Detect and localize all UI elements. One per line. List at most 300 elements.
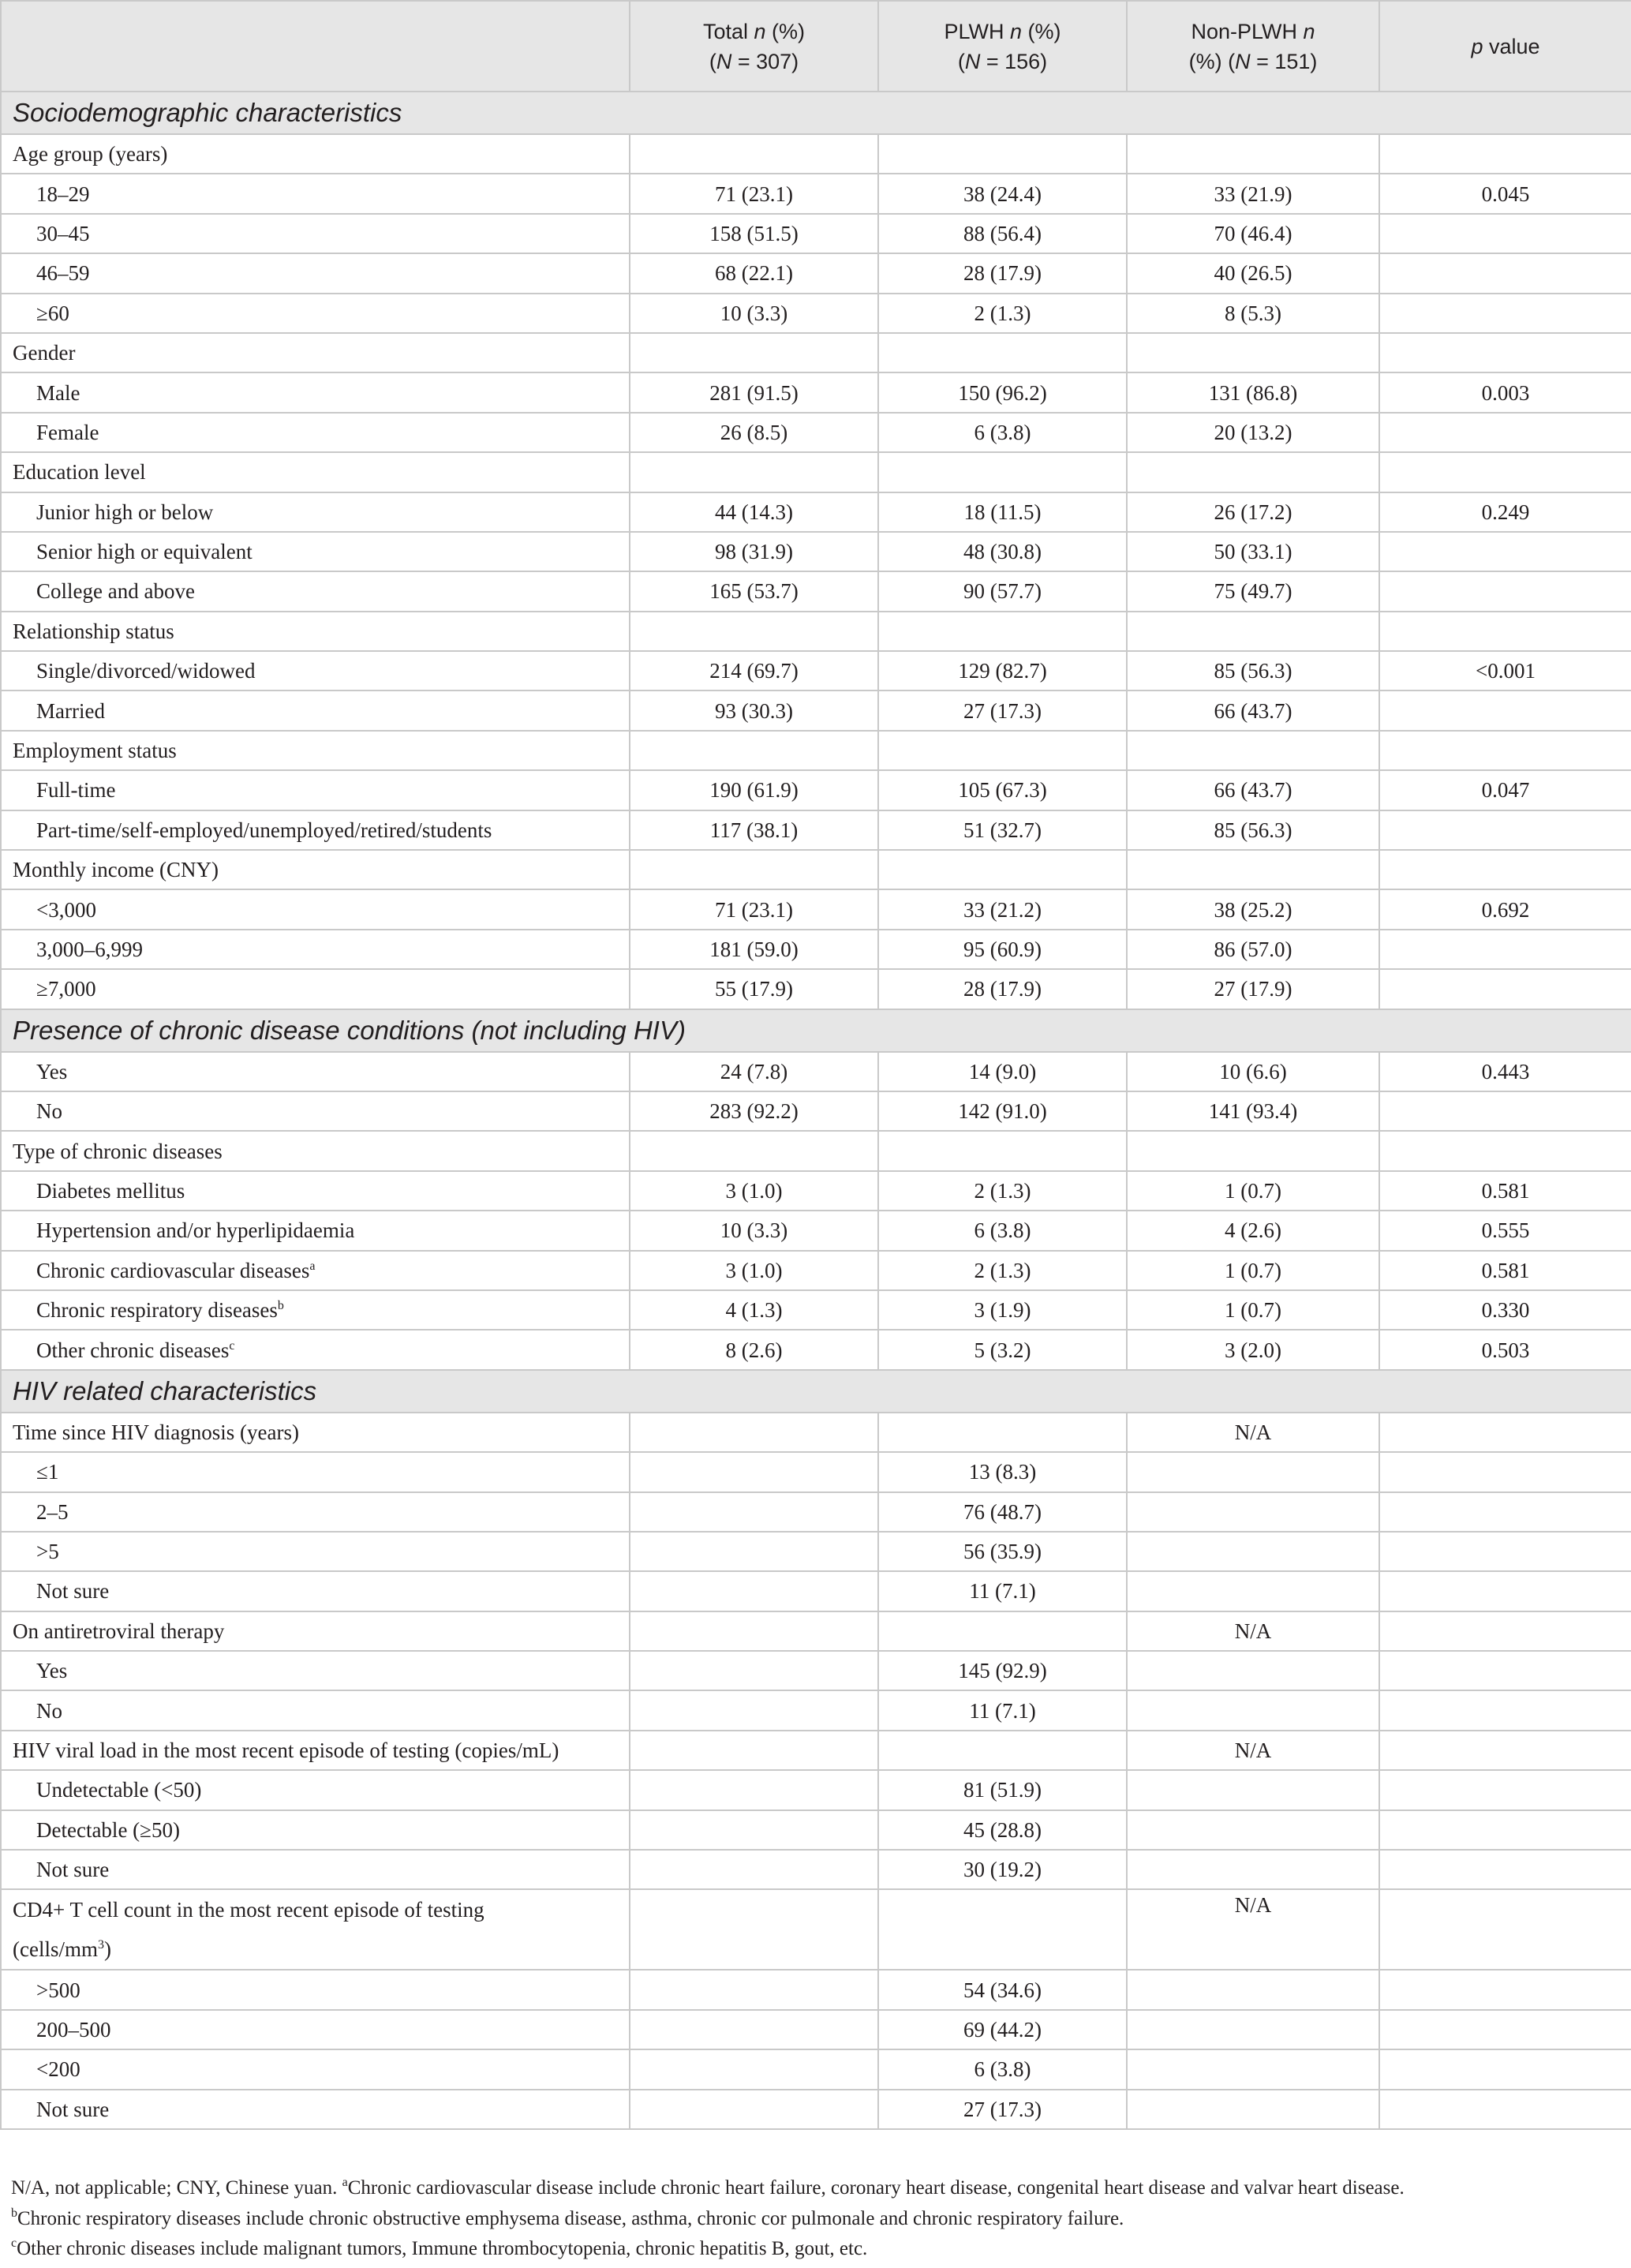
p-value-cell: 0.045: [1379, 174, 1631, 213]
row-label: [1, 731, 630, 770]
row-label: [1, 1770, 630, 1810]
text-fragment: Education level: [13, 460, 146, 485]
total-cell: 158 (51.5): [630, 214, 878, 253]
group-row: [1, 1413, 1631, 1452]
total-cell: 117 (38.1): [630, 810, 878, 850]
total-cell: 24 (7.8): [630, 1052, 878, 1091]
non-plwh-cell: [1127, 731, 1379, 770]
non-plwh-cell: [1127, 2090, 1379, 2129]
row-label: [1, 810, 630, 850]
text-fragment: (%): [765, 19, 806, 43]
total-cell: 10 (3.3): [630, 1211, 878, 1250]
plwh-cell: 28 (17.9): [878, 969, 1127, 1009]
non-plwh-cell: 86 (57.0): [1127, 930, 1379, 969]
non-plwh-cell: 33 (21.9): [1127, 174, 1379, 213]
total-cell: [630, 2010, 878, 2049]
group-row: [1, 1889, 1631, 1970]
row-label: [1, 1571, 630, 1611]
text-fragment: PLWH: [944, 19, 1010, 43]
non-plwh-cell: 85 (56.3): [1127, 810, 1379, 850]
text-fragment: N: [1235, 49, 1251, 73]
text-fragment: Other chronic diseases: [36, 1338, 230, 1362]
text-fragment: Not sure: [36, 2097, 110, 2121]
row-label: [1, 1731, 630, 1770]
text-fragment: n: [754, 19, 766, 43]
p-value-cell: 0.443: [1379, 1052, 1631, 1091]
non-plwh-cell: 85 (56.3): [1127, 651, 1379, 691]
plwh-cell: 54 (34.6): [878, 1970, 1127, 2009]
non-plwh-cell: N/A: [1127, 1611, 1379, 1651]
row-label: [1, 1651, 630, 1690]
text-fragment: Single/divorced/widowed: [36, 659, 256, 683]
text-fragment: Part-time/self-employed/unemployed/retired/students: [36, 818, 492, 842]
row-label: [1, 1052, 630, 1091]
row-label: [1, 1211, 630, 1250]
non-plwh-cell: 70 (46.4): [1127, 214, 1379, 253]
p-value-cell: [1379, 1452, 1631, 1491]
text-fragment: Junior high or below: [36, 500, 214, 524]
plwh-cell: 5 (3.2): [878, 1330, 1127, 1369]
non-plwh-cell: [1127, 2010, 1379, 2049]
total-cell: [630, 1850, 878, 1889]
plwh-cell: [878, 1131, 1127, 1170]
plwh-cell: 27 (17.3): [878, 691, 1127, 730]
table-row: [1, 1810, 1631, 1850]
row-label: [1, 1492, 630, 1532]
row-label: [1, 1690, 630, 1730]
plwh-cell: 48 (30.8): [878, 532, 1127, 571]
non-plwh-cell: [1127, 1571, 1379, 1611]
text-fragment: Type of chronic diseases: [13, 1139, 223, 1163]
text-fragment: College and above: [36, 579, 195, 604]
row-label: [1, 1330, 630, 1369]
non-plwh-cell: [1127, 1492, 1379, 1532]
p-value-cell: 0.249: [1379, 492, 1631, 532]
plwh-cell: [878, 1413, 1127, 1452]
text-fragment: Relationship status: [13, 619, 174, 643]
total-cell: [630, 1731, 878, 1770]
total-cell: 283 (92.2): [630, 1091, 878, 1131]
text-fragment: HIV viral load in the most recent episode of testing (copies/mL): [13, 1738, 559, 1763]
plwh-cell: [878, 134, 1127, 174]
table-row: [1, 1532, 1631, 1571]
row-label: [1, 214, 630, 253]
plwh-cell: 28 (17.9): [878, 253, 1127, 293]
p-value-cell: [1379, 413, 1631, 452]
total-cell: [630, 2049, 878, 2089]
text-fragment: Chronic respiratory diseases include chronic obstructive emphysema disease, asthma, chronic cor pulmonale and chronic respiratory failure.: [17, 2207, 1124, 2229]
text-fragment: Non-PLWH: [1191, 19, 1304, 43]
text-fragment: Monthly income (CNY): [13, 858, 219, 882]
non-plwh-cell: 66 (43.7): [1127, 691, 1379, 730]
p-value-cell: [1379, 571, 1631, 611]
plwh-cell: 145 (92.9): [878, 1651, 1127, 1690]
non-plwh-cell: N/A: [1127, 1731, 1379, 1770]
table-row: [1, 691, 1631, 730]
text-fragment: Yes: [36, 1659, 68, 1683]
row-label: [1, 651, 630, 691]
row-label: [1, 612, 630, 651]
group-row: [1, 134, 1631, 174]
group-row: [1, 731, 1631, 770]
non-plwh-cell: [1127, 1131, 1379, 1170]
p-value-cell: [1379, 1492, 1631, 1532]
text-fragment: Chronic cardiovascular disease include chronic heart failure, coronary heart disease, congenital heart disease and valvar heart disease.: [347, 2177, 1405, 2199]
text-fragment: 200–500: [36, 2017, 111, 2042]
text-fragment: 18–29: [36, 182, 90, 206]
row-label: [1, 2049, 630, 2089]
non-plwh-cell: 27 (17.9): [1127, 969, 1379, 1009]
non-plwh-cell: 10 (6.6): [1127, 1052, 1379, 1091]
plwh-cell: 69 (44.2): [878, 2010, 1127, 2049]
total-cell: [630, 1492, 878, 1532]
total-cell: [630, 1532, 878, 1571]
row-label: [1, 1889, 630, 1970]
plwh-cell: 6 (3.8): [878, 2049, 1127, 2089]
plwh-cell: 14 (9.0): [878, 1052, 1127, 1091]
row-label: [1, 889, 630, 929]
table-row: [1, 253, 1631, 293]
plwh-cell: [878, 850, 1127, 889]
table-row: [1, 2090, 1631, 2129]
text-fragment: Male: [36, 380, 80, 405]
plwh-cell: 13 (8.3): [878, 1452, 1127, 1491]
table-row: [1, 810, 1631, 850]
text-fragment: Employment status: [13, 739, 177, 763]
plwh-cell: 76 (48.7): [878, 1492, 1127, 1532]
total-cell: [630, 2090, 878, 2129]
row-label: [1, 850, 630, 889]
total-cell: [630, 1131, 878, 1170]
text-fragment: Undetectable (<50): [36, 1778, 202, 1802]
text-fragment: N/A, not applicable; CNY, Chinese yuan.: [11, 2177, 342, 2199]
total-cell: [630, 1611, 878, 1651]
text-fragment: Not sure: [36, 1579, 110, 1604]
text-fragment: Full-time: [36, 778, 116, 803]
non-plwh-cell: 66 (43.7): [1127, 770, 1379, 810]
text-fragment: Detectable (≥50): [36, 1817, 180, 1842]
non-plwh-cell: N/A: [1127, 1889, 1379, 1970]
total-cell: [630, 1413, 878, 1452]
text-fragment: ≥7,000: [36, 977, 96, 1001]
row-label: [1, 1091, 630, 1131]
p-value-cell: [1379, 294, 1631, 333]
text-fragment: ): [103, 1937, 111, 1962]
text-fragment: Age group (years): [13, 142, 168, 167]
p-value-cell: [1379, 1651, 1631, 1690]
plwh-cell: 150 (96.2): [878, 372, 1127, 412]
text-fragment: (cells/mm: [13, 1937, 98, 1962]
row-label: [1, 1452, 630, 1491]
row-label: [1, 1850, 630, 1889]
total-cell: [630, 1810, 878, 1850]
text-fragment: Female: [36, 420, 99, 444]
section-row: [1, 92, 1631, 134]
section-title: Presence of chronic disease conditions (not including HIV): [1, 1009, 1631, 1052]
row-label: [1, 770, 630, 810]
text-fragment: CD4+ T cell count in the most recent episode of testing: [13, 1898, 484, 1922]
row-label: [1, 1970, 630, 2009]
text-fragment: 46–59: [36, 261, 90, 286]
p-value-cell: [1379, 1571, 1631, 1611]
non-plwh-cell: 1 (0.7): [1127, 1171, 1379, 1211]
table-row: [1, 2049, 1631, 2089]
text-fragment: Yes: [36, 1059, 68, 1083]
table-footnotes: [11, 2173, 1621, 2265]
table-row: [1, 372, 1631, 412]
plwh-cell: [878, 1889, 1127, 1970]
p-value-cell: <0.001: [1379, 651, 1631, 691]
total-cell: 181 (59.0): [630, 930, 878, 969]
p-value-cell: [1379, 532, 1631, 571]
table-row: [1, 174, 1631, 213]
row-label: [1, 413, 630, 452]
plwh-cell: 27 (17.3): [878, 2090, 1127, 2129]
table-row: [1, 1690, 1631, 1730]
plwh-cell: 18 (11.5): [878, 492, 1127, 532]
p-value-cell: [1379, 1970, 1631, 2009]
row-label: [1, 2010, 630, 2049]
table-row: [1, 1211, 1631, 1250]
row-label: [1, 134, 630, 174]
table-row: [1, 1492, 1631, 1532]
text-fragment: = 156): [980, 49, 1048, 73]
total-cell: [630, 1452, 878, 1491]
non-plwh-cell: [1127, 2049, 1379, 2089]
text-fragment: Other chronic diseases include malignant tumors, Immune thrombocytopenia, chronic hepatitis B, gout, etc.: [17, 2238, 868, 2259]
text-fragment: Time since HIV diagnosis (years): [13, 1420, 299, 1444]
plwh-cell: 6 (3.8): [878, 1211, 1127, 1250]
plwh-cell: 90 (57.7): [878, 571, 1127, 611]
plwh-cell: 81 (51.9): [878, 1770, 1127, 1810]
total-cell: 26 (8.5): [630, 413, 878, 452]
plwh-cell: [878, 452, 1127, 492]
table-row: [1, 1970, 1631, 2009]
group-row: [1, 850, 1631, 889]
text-fragment: c: [11, 2236, 17, 2250]
text-fragment: 30–45: [36, 221, 90, 245]
table-row: [1, 1052, 1631, 1091]
non-plwh-cell: [1127, 134, 1379, 174]
table-row: [1, 294, 1631, 333]
p-value-cell: [1379, 134, 1631, 174]
column-header-2: [878, 1, 1127, 92]
total-cell: [630, 1970, 878, 2009]
non-plwh-cell: 75 (49.7): [1127, 571, 1379, 611]
text-fragment: 2–5: [36, 1499, 69, 1524]
row-label: [1, 691, 630, 730]
plwh-cell: 30 (19.2): [878, 1850, 1127, 1889]
non-plwh-cell: 38 (25.2): [1127, 889, 1379, 929]
text-fragment: N: [716, 49, 732, 73]
p-value-cell: [1379, 1889, 1631, 1970]
p-value-cell: [1379, 1850, 1631, 1889]
table-row: [1, 889, 1631, 929]
plwh-cell: 38 (24.4): [878, 174, 1127, 213]
text-fragment: = 307): [731, 49, 799, 73]
non-plwh-cell: 3 (2.0): [1127, 1330, 1379, 1369]
total-cell: 3 (1.0): [630, 1251, 878, 1290]
total-cell: 8 (2.6): [630, 1330, 878, 1369]
table-row: [1, 1651, 1631, 1690]
plwh-cell: 33 (21.2): [878, 889, 1127, 929]
non-plwh-cell: [1127, 850, 1379, 889]
total-cell: 4 (1.3): [630, 1290, 878, 1330]
plwh-cell: [878, 612, 1127, 651]
p-value-cell: 0.555: [1379, 1211, 1631, 1250]
text-fragment: value: [1483, 34, 1540, 58]
table-row: [1, 532, 1631, 571]
p-value-cell: [1379, 2010, 1631, 2049]
total-cell: 71 (23.1): [630, 889, 878, 929]
plwh-cell: 2 (1.3): [878, 1171, 1127, 1211]
row-label: [1, 571, 630, 611]
non-plwh-cell: 4 (2.6): [1127, 1211, 1379, 1250]
table-row: [1, 651, 1631, 691]
p-value-cell: [1379, 1611, 1631, 1651]
total-cell: [630, 1651, 878, 1690]
plwh-cell: [878, 1611, 1127, 1651]
column-header-1: [630, 1, 878, 92]
p-value-cell: [1379, 1731, 1631, 1770]
row-label: [1, 452, 630, 492]
total-cell: 93 (30.3): [630, 691, 878, 730]
text-fragment: a: [342, 2176, 348, 2189]
text-fragment: Hypertension and/or hyperlipidaemia: [36, 1218, 355, 1243]
table-row: [1, 1330, 1631, 1369]
text-fragment: a: [309, 1259, 316, 1273]
plwh-cell: 129 (82.7): [878, 651, 1127, 691]
non-plwh-cell: 131 (86.8): [1127, 372, 1379, 412]
total-cell: [630, 731, 878, 770]
table-row: [1, 1251, 1631, 1290]
total-cell: 10 (3.3): [630, 294, 878, 333]
p-value-cell: [1379, 1131, 1631, 1170]
text-fragment: n: [1303, 19, 1315, 43]
group-row: [1, 612, 1631, 651]
text-fragment: b: [11, 2206, 17, 2220]
non-plwh-cell: [1127, 612, 1379, 651]
p-value-cell: [1379, 2090, 1631, 2129]
total-cell: 98 (31.9): [630, 532, 878, 571]
plwh-cell: 6 (3.8): [878, 413, 1127, 452]
table-row: [1, 1091, 1631, 1131]
text-fragment: b: [277, 1299, 284, 1313]
text-fragment: Not sure: [36, 1858, 110, 1882]
total-cell: [630, 1770, 878, 1810]
non-plwh-cell: 1 (0.7): [1127, 1251, 1379, 1290]
section-title: HIV related characteristics: [1, 1370, 1631, 1413]
footnote: [11, 2173, 1621, 2204]
row-label: [1, 174, 630, 213]
non-plwh-cell: N/A: [1127, 1413, 1379, 1452]
row-label: [1, 532, 630, 571]
p-value-cell: [1379, 333, 1631, 372]
non-plwh-cell: [1127, 1850, 1379, 1889]
p-value-cell: [1379, 1690, 1631, 1730]
p-value-cell: 0.503: [1379, 1330, 1631, 1369]
row-label: [1, 1810, 630, 1850]
text-fragment: n: [1009, 19, 1023, 43]
total-cell: 281 (91.5): [630, 372, 878, 412]
row-label: [1, 253, 630, 293]
text-fragment: >500: [36, 1978, 80, 2002]
text-fragment: No: [36, 1099, 62, 1124]
p-value-cell: [1379, 930, 1631, 969]
row-label: [1, 333, 630, 372]
p-value-cell: [1379, 612, 1631, 651]
text-fragment: <3,000: [36, 897, 96, 922]
text-fragment: Gender: [13, 341, 76, 365]
table-row: [1, 1452, 1631, 1491]
row-label: [1, 1171, 630, 1211]
total-cell: 68 (22.1): [630, 253, 878, 293]
table-row: [1, 1850, 1631, 1889]
row-label: [1, 2090, 630, 2129]
total-cell: 165 (53.7): [630, 571, 878, 611]
total-cell: 190 (61.9): [630, 770, 878, 810]
p-value-cell: [1379, 850, 1631, 889]
section-row: [1, 1009, 1631, 1052]
non-plwh-cell: 40 (26.5): [1127, 253, 1379, 293]
p-value-cell: 0.581: [1379, 1171, 1631, 1211]
row-label: [1, 1532, 630, 1571]
text-fragment: (: [957, 49, 965, 73]
row-label: [1, 1131, 630, 1170]
non-plwh-cell: [1127, 1970, 1379, 2009]
group-row: [1, 452, 1631, 492]
row-label: [1, 294, 630, 333]
total-cell: [630, 1571, 878, 1611]
table-row: [1, 492, 1631, 532]
table-row: [1, 1290, 1631, 1330]
text-fragment: (: [709, 49, 716, 73]
plwh-cell: 2 (1.3): [878, 294, 1127, 333]
total-cell: [630, 134, 878, 174]
p-value-cell: [1379, 452, 1631, 492]
plwh-cell: [878, 333, 1127, 372]
section-title: Sociodemographic characteristics: [1, 92, 1631, 134]
text-fragment: p: [1471, 34, 1483, 58]
plwh-cell: 45 (28.8): [878, 1810, 1127, 1850]
text-fragment: N: [964, 49, 981, 73]
non-plwh-cell: [1127, 1690, 1379, 1730]
text-fragment: No: [36, 1698, 62, 1723]
table-row: [1, 1770, 1631, 1810]
text-fragment: ≥60: [36, 301, 69, 325]
p-value-cell: 0.047: [1379, 770, 1631, 810]
non-plwh-cell: [1127, 1532, 1379, 1571]
row-label: [1, 1413, 630, 1452]
non-plwh-cell: [1127, 1810, 1379, 1850]
text-fragment: ≤1: [36, 1460, 59, 1484]
row-label: [1, 1290, 630, 1330]
p-value-cell: [1379, 2049, 1631, 2089]
text-fragment: <200: [36, 2057, 80, 2082]
plwh-cell: 11 (7.1): [878, 1571, 1127, 1611]
text-fragment: Chronic respiratory diseases: [36, 1298, 278, 1323]
non-plwh-cell: [1127, 452, 1379, 492]
total-cell: [630, 850, 878, 889]
column-header-0: [1, 1, 630, 92]
p-value-cell: 0.692: [1379, 889, 1631, 929]
plwh-cell: 11 (7.1): [878, 1690, 1127, 1730]
text-fragment: = 151): [1250, 49, 1318, 73]
total-cell: [630, 1889, 878, 1970]
plwh-cell: 142 (91.0): [878, 1091, 1127, 1131]
row-label: [1, 930, 630, 969]
column-header-4: [1379, 1, 1631, 92]
